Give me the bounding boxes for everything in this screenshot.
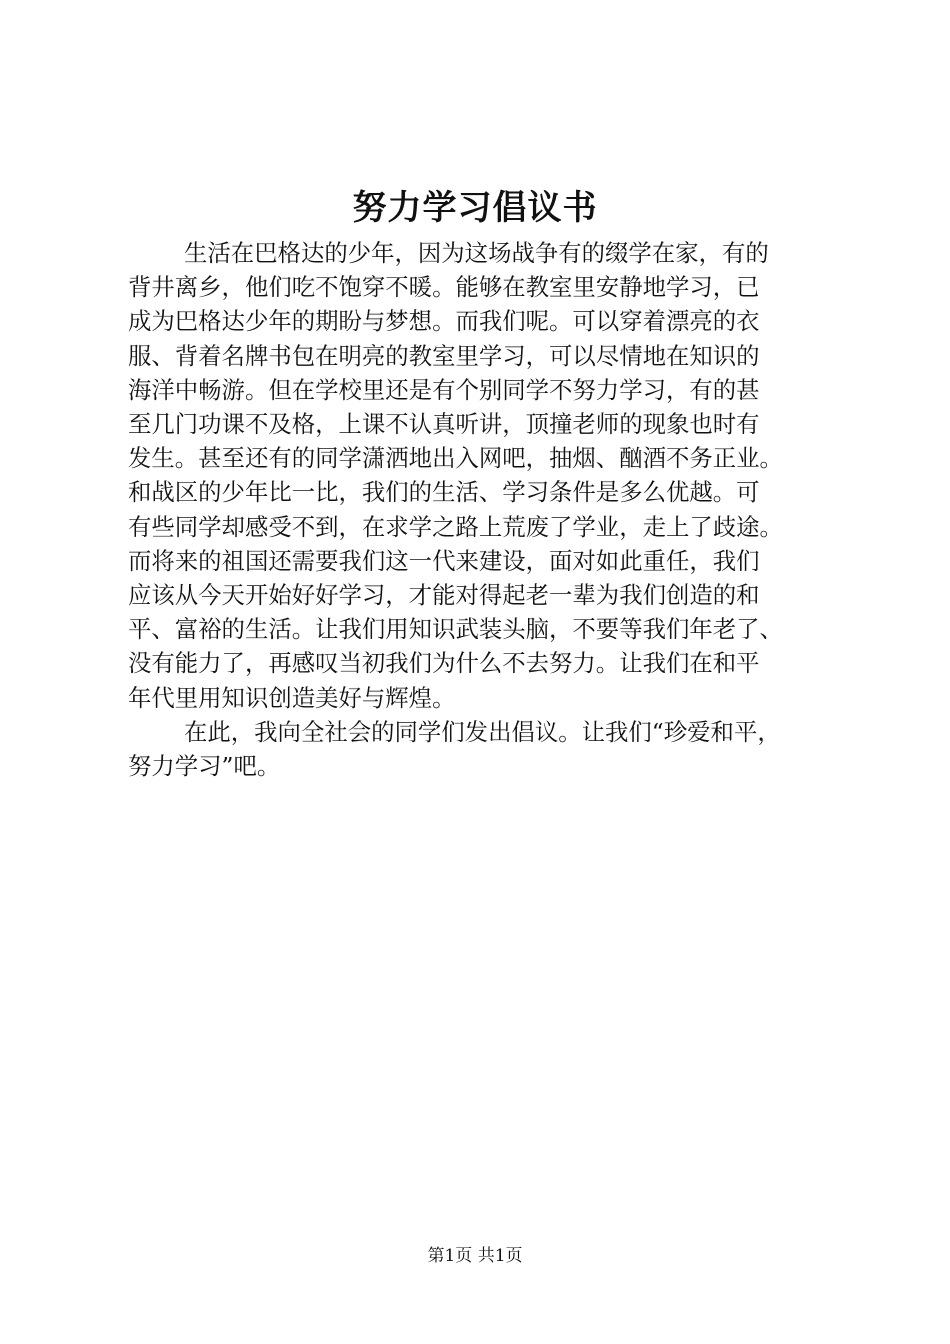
text-line: 在此，我向全社会的同学们发出倡议。让我们“珍爱和平， [184, 717, 781, 746]
text-line: 而将来的祖国还需要我们这一代来建设，面对如此重任，我们 [128, 546, 760, 575]
page-footer: 第1页 共1页 [427, 1246, 523, 1266]
text-line: 背井离乡，他们吃不饱穿不暖。能够在教室里安静地学习，已 [128, 273, 760, 302]
document-body [128, 236, 848, 783]
text-line: 发生。甚至还有的同学潇洒地出入网吧，抽烟、酗酒不务正业。 [128, 444, 783, 473]
paragraph-2 [128, 715, 848, 783]
text-line: 和战区的少年比一比，我们的生活、学习条件是多么优越。可 [128, 478, 760, 507]
text-line: 有些同学却感受不到，在求学之路上荒废了学业，走上了歧途。 [128, 512, 783, 541]
text-line: 应该从今天开始好好学习，才能对得起老一辈为我们创造的和 [128, 581, 760, 610]
text-line: 至几门功课不及格，上课不认真听讲，顶撞老师的现象也时有 [128, 410, 760, 439]
text-line: 海洋中畅游。但在学校里还是有个别同学不努力学习，有的甚 [128, 375, 760, 404]
text-line: 平、富裕的生活。让我们用知识武装头脑，不要等我们年老了、 [128, 615, 783, 644]
text-line: 服、背着名牌书包在明亮的教室里学习，可以尽情地在知识的 [128, 341, 760, 370]
text-line: 年代里用知识创造美好与辉煌。 [128, 683, 456, 712]
text-line: 成为巴格达少年的期盼与梦想。而我们呢。可以穿着漂亮的衣 [128, 307, 760, 336]
text-line: 努力学习”吧。 [128, 752, 281, 781]
text-line: 生活在巴格达的少年，因为这场战争有的缀学在家，有的 [184, 239, 769, 267]
paragraph-1 [128, 236, 848, 715]
text-line: 没有能力了，再感叹当初我们为什么不去努力。让我们在和平 [128, 649, 760, 678]
document-title: 努力学习倡议书 [352, 188, 598, 228]
